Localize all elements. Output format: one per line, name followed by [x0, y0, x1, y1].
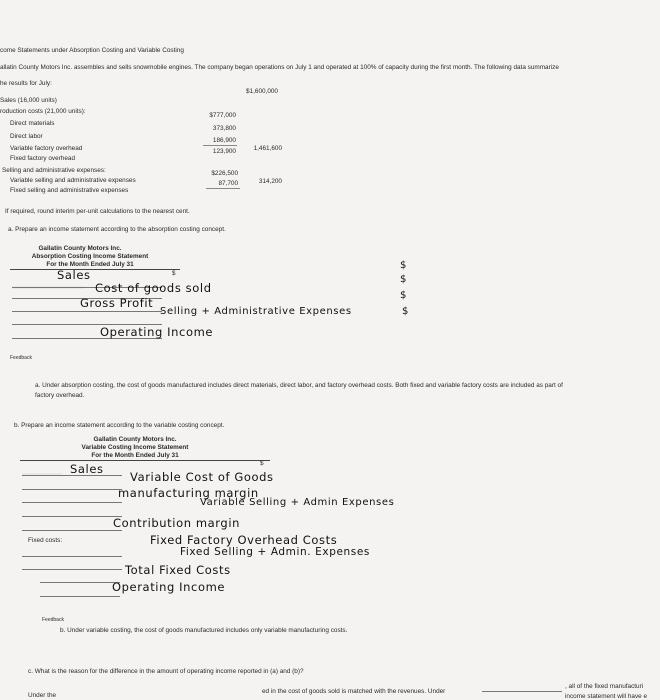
sga-total: 314,200: [258, 178, 282, 185]
fixed-sell-value: 87,700: [218, 180, 238, 187]
part-b-company: Gallatin County Motors Inc.: [93, 436, 177, 443]
right-dollar: $: [400, 290, 407, 301]
part-b-prompt: b. Prepare an income statement according to the variable costing concept.: [14, 422, 225, 429]
part-c-prompt: c. What is the reason for the difference in the amount of operating income reported in (a) and (b)?: [28, 668, 304, 675]
part-b-feedback-label: Feedback: [42, 617, 64, 623]
problem-description-2: he results for July:: [0, 80, 52, 87]
answer-line[interactable]: [22, 569, 122, 570]
problem-title: come Statements under Absorption Costing and Variable Costing: [0, 47, 184, 54]
part-a-company: Gallatin County Motors Inc.: [38, 245, 122, 252]
right-dollar: $: [402, 306, 409, 317]
answer-line[interactable]: [40, 596, 120, 597]
problem-description: allatin County Motors Inc. assembles and sells snowmobile engines. The company began operations on July 1 and operated at 100% of capacity during the first month. The following data summarize: [0, 64, 559, 71]
answer-line[interactable]: [22, 516, 122, 517]
part-a-feedback-label: Feedback: [10, 355, 32, 361]
part-c-sentence-mid: ed in the cost of goods sold is matched with the revenues. Under: [262, 688, 446, 695]
part-a-prompt: a. Prepare an income statement according to the absorption costing concept.: [8, 226, 226, 233]
part-b-period: For the Month Ended July 31: [91, 452, 179, 459]
part-c-under-the: Under the: [28, 692, 57, 699]
fixed-costs-label: Fixed costs:: [28, 537, 63, 544]
part-a-feedback-text-2: factory overhead.: [35, 392, 85, 399]
part-a-header-rule: [10, 269, 180, 270]
right-dollar: $: [400, 260, 407, 271]
rounding-note: If required, round interim per-unit calculations to the nearest cent.: [5, 208, 190, 215]
answer-line[interactable]: [22, 489, 122, 490]
sales-label: Sales (16,000 units): [0, 97, 57, 104]
hand-selling-admin: Selling + Administrative Expenses: [160, 306, 352, 317]
hand-operating-income: Operating Income: [100, 325, 214, 339]
part-a-statement-title: Absorption Costing Income Statement: [31, 253, 149, 260]
hand-fixed-fo: Fixed Factory Overhead Costs: [150, 533, 338, 547]
hand-manufacturing-margin: manufacturing margin: [118, 486, 259, 500]
fixed-sell-label: Fixed selling and administrative expenses: [10, 187, 129, 194]
part-c-sentence-end: , all of the fixed manufacturi: [565, 683, 644, 690]
hand-total-fixed: Total Fixed Costs: [125, 563, 231, 577]
part-c-blank[interactable]: [482, 691, 562, 692]
fixed-fo-label: Fixed factory overhead: [10, 155, 76, 162]
part-b-header-rule: [20, 460, 270, 461]
var-sell-label: Variable selling and administrative expenses: [10, 177, 136, 184]
fixed-fo-value: 123,900: [212, 148, 236, 155]
part-b-statement-title: Variable Costing Income Statement: [81, 444, 189, 451]
hand-fixed-selling: Fixed Selling + Admin. Expenses: [180, 546, 370, 558]
hand-gross-profit: Gross Profit: [80, 296, 154, 310]
answer-line[interactable]: [22, 530, 122, 531]
subtotal-rule: [203, 145, 237, 146]
sales-value: $1,600,000: [246, 88, 278, 95]
direct-materials-value: $777,000: [209, 112, 236, 119]
var-sell-value: $226,500: [211, 170, 238, 177]
hand-contribution-margin: Contribution margin: [113, 516, 241, 530]
direct-materials-label: Direct materials: [10, 120, 55, 127]
hand-sales: Sales: [70, 462, 104, 476]
hand-variable-selling: Variable Selling + Admin Expenses: [200, 497, 395, 508]
part-a-dollar: $: [172, 270, 176, 277]
direct-labor-label: Direct labor: [10, 133, 43, 140]
answer-line[interactable]: [12, 311, 162, 312]
part-a-feedback-text: a. Under absorption costing, the cost of goods manufactured includes direct materials, direct labor, and factory overhead costs. Both fixed and variable factory costs are included as part of: [35, 382, 563, 389]
answer-line[interactable]: [22, 556, 122, 557]
part-b-feedback-text: b. Under variable costing, the cost of goods manufactured includes only variable manufacturing costs.: [60, 627, 348, 634]
answer-line[interactable]: [40, 582, 120, 583]
part-c-sentence-end-2: income statement will have e: [565, 693, 648, 700]
right-dollar: $: [400, 274, 407, 285]
subtotal-rule-2: [206, 188, 240, 189]
production-total: 1,461,600: [253, 145, 282, 152]
direct-labor-value: 373,800: [212, 125, 236, 132]
answer-line[interactable]: [22, 502, 122, 503]
hand-sales: Sales: [57, 268, 91, 282]
hand-cogs: Cost of goods sold: [95, 281, 212, 295]
variable-fo-value: 186,900: [212, 137, 236, 144]
variable-fo-label: Variable factory overhead: [10, 145, 83, 152]
production-label: roduction costs (21,000 units):: [0, 108, 86, 115]
part-b-dollar: $: [260, 460, 264, 467]
sga-label: Selling and administrative expenses:: [2, 167, 106, 174]
hand-variable-cogs: Variable Cost of Goods: [130, 470, 274, 484]
hand-operating-income: Operating Income: [112, 580, 226, 594]
part-a-period: For the Month Ended July 31: [46, 261, 134, 268]
